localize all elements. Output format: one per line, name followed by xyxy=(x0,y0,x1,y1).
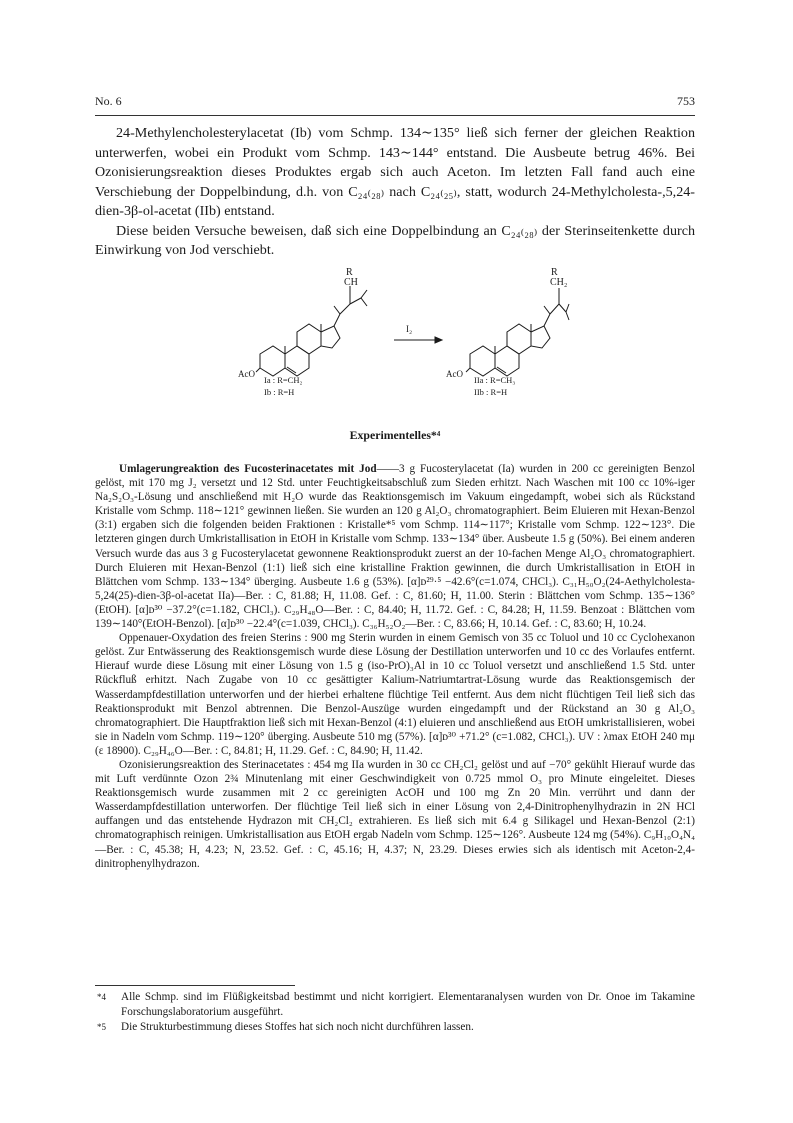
compound-label-iia: IIa : R=CH₃ xyxy=(474,375,516,385)
intro-paragraph-2: Diese beiden Versuche beweisen, daß sich eine Doppelbindung an C₂₄₍₂₈₎ der Sterinseitenkette durch Einwirkung von Jod verschiebt. xyxy=(95,222,695,258)
header-rule xyxy=(95,115,695,116)
experimental-text xyxy=(95,462,695,871)
footnote-text: Die Strukturbestimmung dieses Stoffes hat sich noch nicht durchführen lassen. xyxy=(121,1021,474,1033)
section-title: Experimentelles*⁴ xyxy=(349,428,441,442)
left-ch-label: CH xyxy=(344,277,358,288)
page-number: 753 xyxy=(677,94,695,108)
intro-text xyxy=(95,124,695,261)
runin-heading: Umlagerungreaktion des Fucosterinacetates mit Jod xyxy=(119,463,377,475)
right-r-label: R xyxy=(551,267,558,278)
intro-paragraph-1: 24-Methylencholesterylacetat (Ib) vom Schmp. 134∼135° ließ sich ferner der gleichen Reaktion unterwerfen, wobei ein Produkt vom Schmp. 143∼144° entstand. Die Ausbeute betrug 46%. Bei Ozonisierungsreaktion dieses Produktes ergab sich auch Aceton. Im letzten Fall fand auch eine Verschiebung der Doppelbindung, d.h. von C₂₄₍₂₈₎ nach C₂₄₍₂₅₎, statt, wodurch 24-Methylcholesta-,5,24-dien-3β-ol-acetat (IIb) entstand. xyxy=(95,125,695,219)
running-header xyxy=(95,94,695,112)
right-steroid-structure xyxy=(466,288,569,376)
footnote-mark: *5 xyxy=(97,1022,106,1032)
left-steroid-structure xyxy=(256,286,367,376)
left-aco-label: AcO xyxy=(238,369,255,379)
compound-label-iib: IIb : R=H xyxy=(474,387,508,397)
footnotes xyxy=(95,990,695,1035)
footnote-rule xyxy=(95,985,295,986)
compound-label-ib: Ib : R=H xyxy=(264,387,295,397)
experimental-paragraph-2: Oppenauer-Oxydation des freien Sterins : 900 mg Sterin wurden in einem Gemisch von 35 cc Toluol und 10 cc Cyclohexanon gelöst. Zur Entwässerung des Reaktionsgemisch wurde diese Lösung der Destillation unterworfen und 10 cc des Vorlaufes entfernt. Hierauf wurde diese Lösung mit einer Lösung von 1.5 g (iso-PrO)₃Al in 10 cc Toluol versetzt und anschließend 1.5 Std. unter Rückfluß erhitzt. Nach Zugabe von 10 cc gesättigter Kalium-Natriumtartrat-Lösung wurde das Reaktionsgemisch der Wasserdampfdestillation unterworfen und der hierbei erhaltene flüchtige Teil entfernt. Aus dem nicht flüchtigen Teil ließ sich das Reaktionsprodukt mit Benzol abtrennen. Die Benzol-Auszüge wurden eingedampft und der Rückstand an 30 g Al₂O₃ chromatographiert. Die Hauptfraktion ließ sich mit Hexan-Benzol (4:1) eluieren und anschließend aus EtOH umkristallisieren, wobei sie in Nadeln vom Schmp. 119∼120° überging. Ausbeute 510 mg (57%). [α]ᴅ³⁰ +71.2° (c=1.082, CHCl₃). UV : λmax EtOH 240 mμ (ε 18900). C₂₉H₄₆O—Ber. : C, 84.81; H, 11.29. Gef. : C, 84.90; H, 11.42. xyxy=(95,632,695,757)
journal-issue-number: No. 6 xyxy=(95,94,122,108)
reaction-arrow xyxy=(394,337,442,343)
footnote xyxy=(95,1020,695,1035)
footnote xyxy=(95,990,695,1020)
reaction-scheme xyxy=(230,266,570,400)
reagent-label: I₂ xyxy=(406,324,413,334)
right-aco-label: AcO xyxy=(446,369,463,379)
footnote-mark: *4 xyxy=(97,992,106,1002)
experimental-paragraph-1 xyxy=(95,462,695,631)
left-r-label: R xyxy=(346,267,353,278)
footnote-text: Alle Schmp. sind im Flüßigkeitsbad bestimmt und nicht korrigiert. Elementaranalysen wurden von Dr. Onoe im Takamine Forschungslaboratorium ausgeführt. xyxy=(121,991,695,1018)
experimental-paragraph-3: Ozonisierungsreaktion des Sterinacetates : 454 mg IIa wurden in 30 cc CH₂Cl₂ gelöst und auf −70° gekühlt Hierauf wurde das mit Luft verdünnte Ozon 2¾ Minutenlang mit einer Geschwindigkeit von 0.725 mmol O₃ pro Minute eingeleitet. Dieses Reaktionsgemisch wurde zusammen mit 2 cc gereinigten AcOH und 100 mg Zn 20 Min. verrührt und dann der Wasserdampfdestillation unterworfen. Der flüchtige Teil ließ sich in einer Lösung von 2,4-Dinitrophenylhydrazin in 2N HCl auffangen und das entstehende Hydrazon mit CH₂Cl₂ extrahieren. Es ließ sich mit 6.4 g Silikagel und Hexan-Benzol (2:1) chromatographisch reinigen. Umkristallisation aus EtOH ergab Nadeln vom Schmp. 125∼126°. Ausbeute 124 mg (54%). C₉H₁₀O₄N₄—Ber. : C, 45.38; H, 4.23; N, 23.52. Gef. : C, 45.16; H, 4.37; N, 23.29. Dieses erwies sich als identisch mit Aceton-2,4-dinitrophenylhydrazon. xyxy=(95,758,695,870)
right-ch2-label: CH₂ xyxy=(550,277,568,288)
experimental-paragraph-1-text: ——3 g Fucosterylacetat (Ia) wurden in 200 cc gereinigten Benzol gelöst, mit 170 mg J₂ versetzt und 12 Std. unter Feuchtigkeitsabschluß zum Sieden erhitzt. Nach Waschen mit 100 cc 10%-iger Na₂S₂O₃-Lösung und anschließend mit H₂O wurde das Reaktionsgemisch im Vakuum eingedampft, wobei sich als Rückstand Kristalle vom Schmp. 118∼121° gewinnen ließen. Sie wurden an 120 g Al₂O₃ chromatographiert. Beim Eluieren mit Hexan-Benzol (3:1) ergaben sich die folgenden beiden Fraktionen : Kristalle*⁵ vom Schmp. 114∼117°; Kristalle vom Schmp. 122∼123°. Die letzteren gingen durch Umkristallisation in EtOH in Kristalle vom Schmp. 133∼134° über. Ausbeute 1.5 g (50%). Bei einem anderen Versuch wurde das aus 3 g Fucosterylacetat gewonnene Reaktionsprodukt zuerst an der 10-fachen Menge Al₂O₃ chromatographiert. Durch Eluieren mit Hexan-Benzol (1:1) ließ sich eine kristalline Fraktion gewinnen, die durch Umkristallisation in EtOH in Blättchen vom Schmp. 133∼134° überging. Ausbeute 1.6 g (53%). [α]ᴅ²⁹·⁵ −42.6°(c=1.074, CHCl₃). C₃₁H₅₀O₂(24-Aethylcholesta-5,24(25)-dien-3β-ol-acetat IIa)—Ber. : C, 81.88; H, 11.08. Gef. : C, 81.60; H, 11.00. Sterin : Blättchen vom Schmp. 135∼136°(EtOH). [α]ᴅ³⁰ −37.2°(c=1.182, CHCl₃). C₂₉H₄₈O—Ber. : C, 84.40; H, 11.72. Gef. : C, 84.28; H, 11.59. Benzoat : Blättchen vom 139∼140°(EtOH-Benzol). [α]ᴅ³⁰ −22.4°(c=1.039, CHCl₃). C₃₆H₅₂O₂—Ber. : C, 83.66; H, 10.14. Gef. : C, 83.60; H, 10.24. xyxy=(95,463,695,631)
compound-label-ia: Ia : R=CH₂ xyxy=(264,375,303,385)
